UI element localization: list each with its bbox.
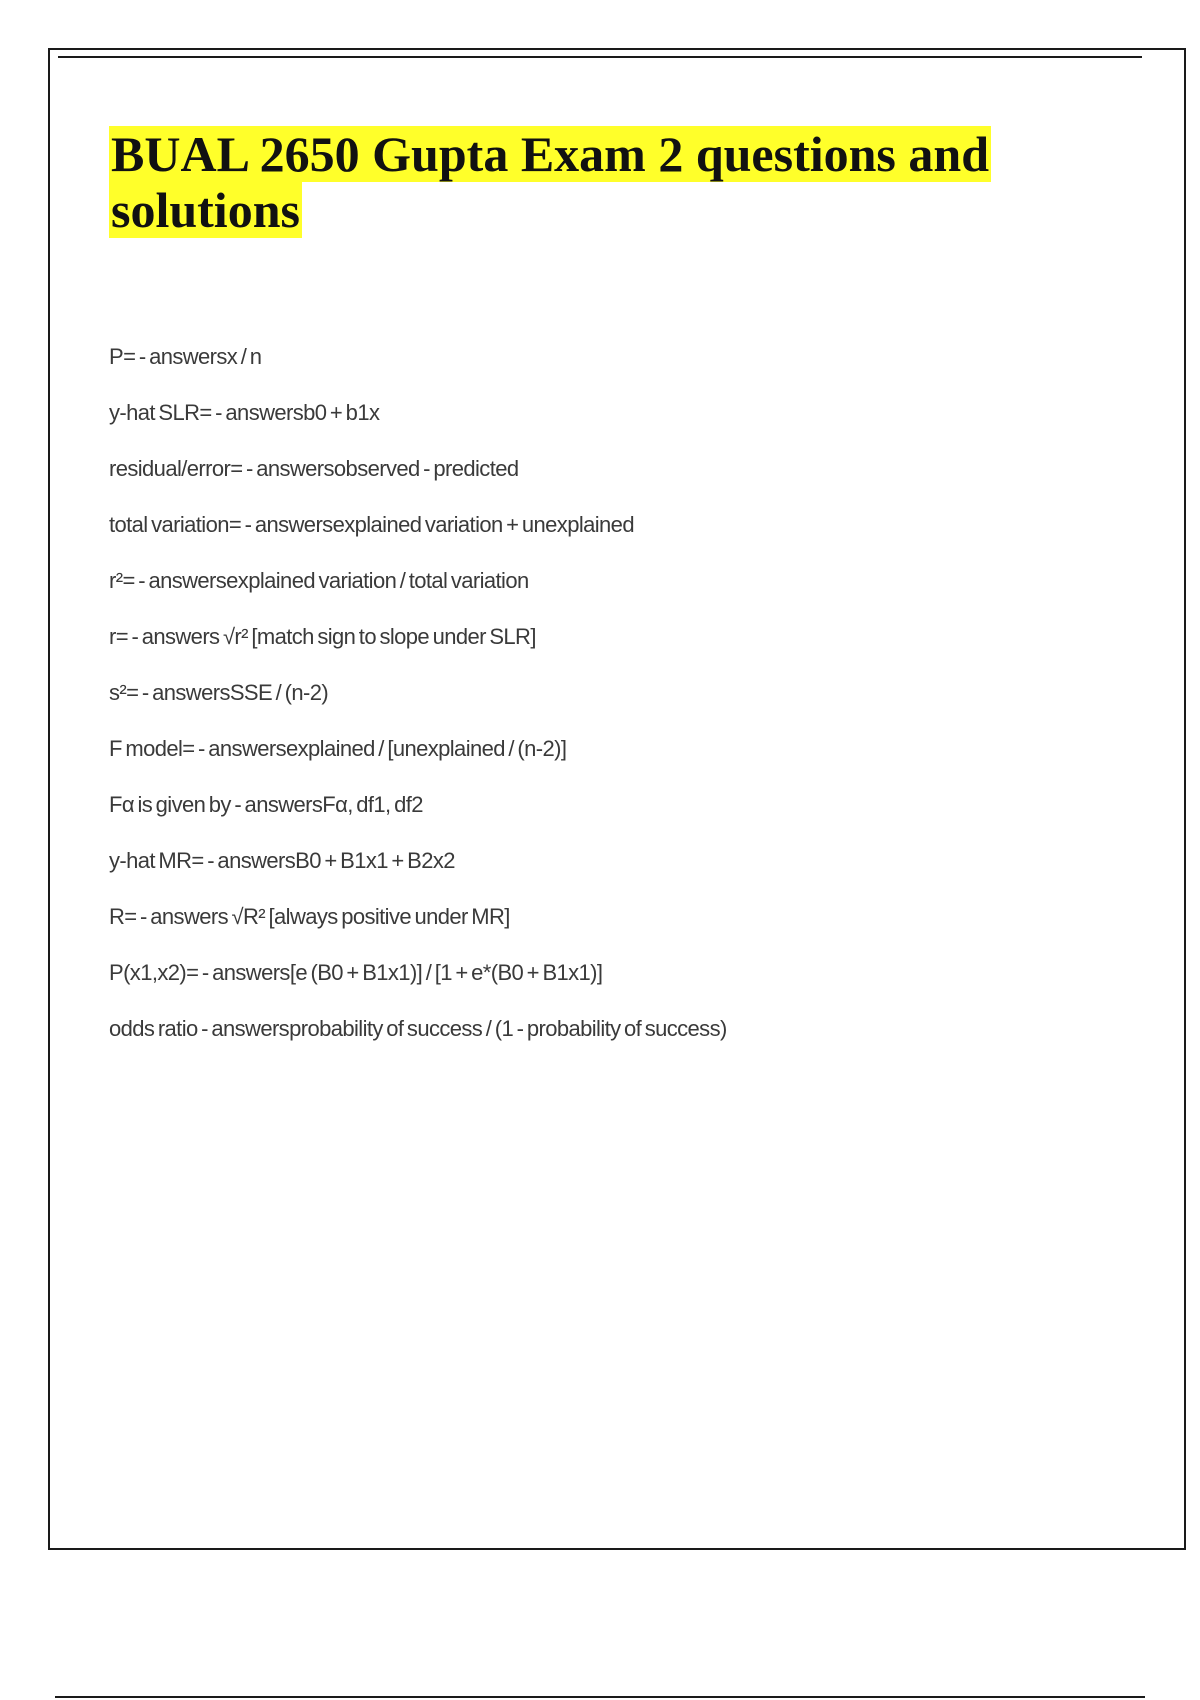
qa-list <box>109 342 1109 1070</box>
page-frame <box>48 48 1186 1550</box>
document-title <box>109 126 1009 238</box>
qa-item: Fα is given by - answersFα, df1, df2 <box>109 792 423 817</box>
qa-item: P(x1,x2)= - answers[e (B0 + B1x1)] / [1 + e*(B0 + B1x1)] <box>109 960 603 985</box>
qa-item: odds ratio - answersprobability of success / (1 - probability of success) <box>109 1016 727 1041</box>
qa-item: r= - answers √r² [match sign to slope under SLR] <box>109 624 536 649</box>
top-rule <box>58 56 1142 58</box>
qa-item: y-hat SLR= - answersb0 + b1x <box>109 400 380 425</box>
qa-item: F model= - answersexplained / [unexplained / (n-2)] <box>109 736 567 761</box>
bottom-rule <box>55 1696 1145 1698</box>
qa-item: r²= - answersexplained variation / total variation <box>109 568 529 593</box>
qa-item: R= - answers √R² [always positive under MR] <box>109 904 510 929</box>
title-highlight: BUAL 2650 Gupta Exam 2 questions and solutions <box>111 126 990 238</box>
qa-item: residual/error= - answersobserved - predicted <box>109 456 519 481</box>
qa-item: total variation= - answersexplained variation + unexplained <box>109 512 634 537</box>
qa-item: y-hat MR= - answersB0 + B1x1 + B2x2 <box>109 848 455 873</box>
qa-item: P= - answersx / n <box>109 344 262 369</box>
qa-item: s²= - answersSSE / (n-2) <box>109 680 329 705</box>
